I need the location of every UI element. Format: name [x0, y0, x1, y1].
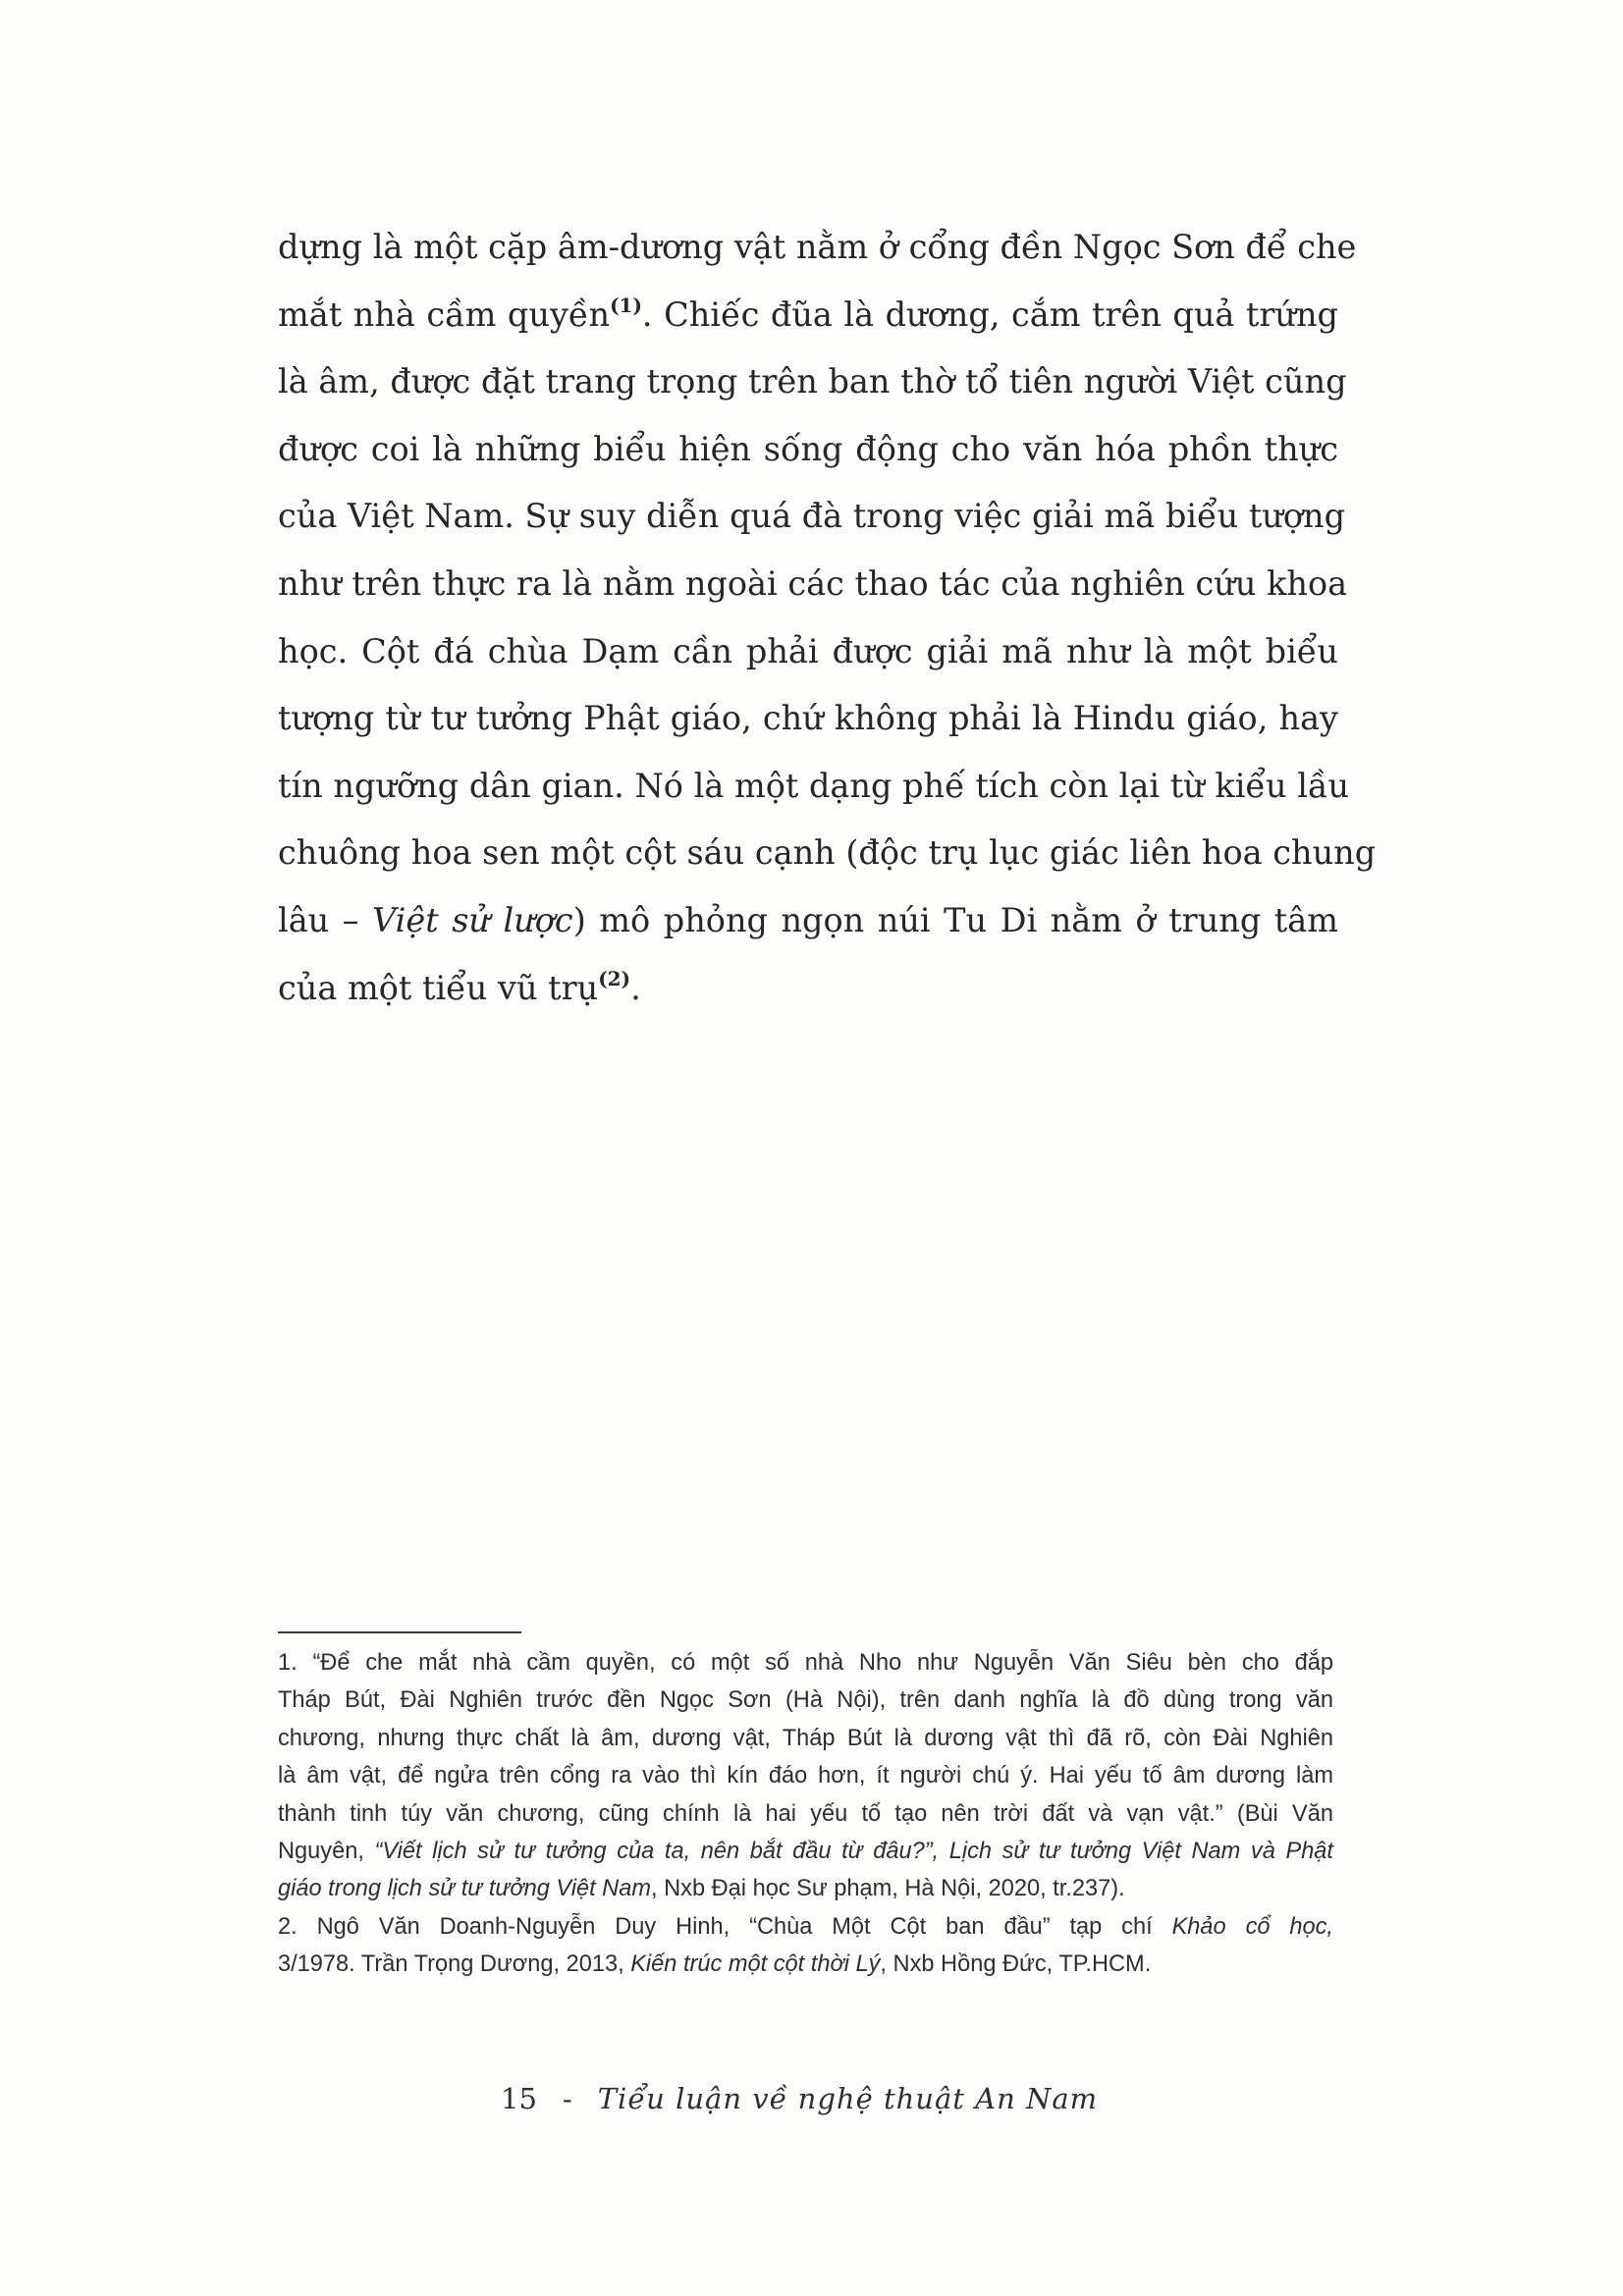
- text-line: được coi là những biểu hiện sống động cho văn hóa phồn thực: [278, 429, 1338, 468]
- text-segment: , Nxb Đại học Sư phạm, Hà Nội, 2020, tr.237).: [651, 1876, 1125, 1902]
- footnote-line: Tháp Bút, Đài Nghiên trước đền Ngọc Sơn (Hà Nội), trên danh nghĩa là đồ dùng trong văn: [278, 1687, 1333, 1714]
- book-title-italic: Kiến trúc một cột thời Lý: [630, 1951, 881, 1978]
- text-segment: . Chiếc đũa là dương, cắm trên quả trứng: [641, 294, 1338, 334]
- citation-italic: giáo trong lịch sử tư tưởng Việt Nam: [278, 1876, 651, 1902]
- text-segment: lâu –: [278, 900, 373, 939]
- text-line: tượng từ tư tưởng Phật giáo, chứ không phải là Hindu giáo, hay: [278, 699, 1338, 738]
- footnote-line: [278, 1908, 1333, 1946]
- text-line: [278, 955, 1338, 1023]
- text-segment: ) mô phỏng ngọn núi Tu Di nằm ở trung tâm: [572, 900, 1339, 939]
- text-segment: 3/1978. Trần Trọng Dương, 2013,: [278, 1951, 631, 1978]
- citation-italic: “Viết lịch sử tư tưởng của ta, nên bắt đầu từ đâu?”, Lịch sử tư tưởng Việt Nam và Phật: [374, 1838, 1333, 1864]
- page-number: 15: [501, 2082, 537, 2115]
- footnote-line: [278, 1833, 1333, 1870]
- text-segment: , Nxb Hồng Đức, TP.HCM.: [880, 1951, 1152, 1978]
- text-line: như trên thực ra là nằm ngoài các thao tác của nghiên cứu khoa: [278, 563, 1348, 603]
- text-line: [278, 282, 1338, 349]
- footnote-line: chương, nhưng thực chất là âm, dương vật, Tháp Bút là dương vật thì đã rõ, còn Đài Nghiên: [278, 1725, 1333, 1751]
- footnote-ref-1: (1): [610, 293, 642, 317]
- page-footer: [501, 2079, 1188, 2118]
- text-line: tín ngưỡng dân gian. Nó là một dạng phế tích còn lại từ kiểu lầu: [278, 766, 1350, 805]
- text-segment: Nguyên,: [278, 1838, 375, 1864]
- text-line: dựng là một cặp âm-dương vật nằm ở cổng đền Ngọc Sơn để che: [278, 228, 1357, 266]
- footnote-ref-2: (2): [598, 966, 631, 990]
- footnote-line: [278, 1946, 1333, 1983]
- footnote-divider: [278, 1631, 521, 1633]
- journal-italic: Khảo cổ học,: [1171, 1913, 1333, 1940]
- text-line: là âm, được đặt trang trọng trên ban thờ tổ tiên người Việt cũng: [278, 362, 1347, 401]
- text-segment: 2. Ngô Văn Doanh-Nguyễn Duy Hinh, “Chùa Một Cột ban đầu” tạp chí: [278, 1913, 1172, 1940]
- text-line: chuông hoa sen một cột sáu cạnh (độc trụ lục giác liên hoa chung: [278, 833, 1377, 873]
- book-title-italic: Việt sử lược: [372, 900, 573, 939]
- footnote-line: thành tinh túy văn chương, cũng chính là hai yếu tố tạo nên trời đất và vạn vật.” (Bùi Văn: [278, 1800, 1333, 1827]
- footnotes: [278, 1644, 1333, 1984]
- running-title: Tiểu luận về nghệ thuật An Nam: [597, 2082, 1099, 2115]
- text-segment: của một tiểu vũ trụ: [278, 968, 599, 1007]
- footer-separator: -: [562, 2082, 572, 2115]
- main-text: [278, 214, 1377, 1022]
- footnote-line: 1. “Để che mắt nhà cầm quyền, có một số nhà Nho như Nguyễn Văn Siêu bèn cho đắp: [278, 1650, 1333, 1676]
- footnote-line: là âm vật, để ngửa trên cổng ra vào thì kín đáo hơn, ít người chú ý. Hai yếu tố âm dương làm: [278, 1763, 1333, 1789]
- footnote-line: [278, 1870, 1333, 1907]
- text-line: học. Cột đá chùa Dạm cần phải được giải mã như là một biểu: [278, 631, 1338, 670]
- text-line: [278, 887, 1338, 955]
- text-line: của Việt Nam. Sự suy diễn quá đà trong việc giải mã biểu tượng: [278, 497, 1346, 536]
- text-segment: mắt nhà cầm quyền: [278, 294, 611, 334]
- text-segment: .: [630, 968, 641, 1007]
